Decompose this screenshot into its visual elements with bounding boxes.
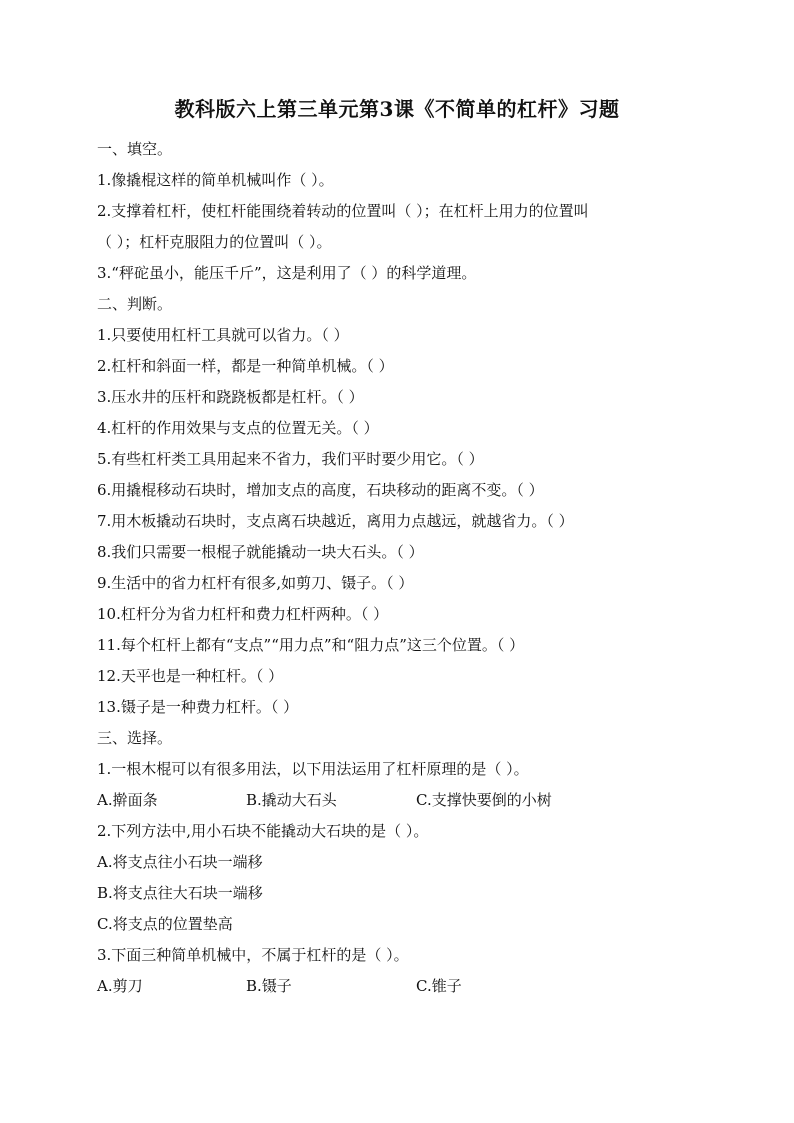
judge-item-4: 4.杠杆的作用效果与支点的位置无关。（ ） <box>97 419 379 437</box>
choice-q3-option-a: A.剪刀 <box>97 977 143 995</box>
judge-item-2: 2.杠杆和斜面一样，都是一种简单机械。（ ） <box>97 357 394 375</box>
judge-item-1: 1.只要使用杠杆工具就可以省力。（ ） <box>97 326 349 344</box>
judge-item-11: 11.每个杠杆上都有“支点”“用力点”和“阻力点”这三个位置。（ ） <box>97 636 525 654</box>
choice-q1-option-b: B.撬动大石头 <box>246 791 337 809</box>
choice-q2-option-c: C.将支点的位置垫高 <box>97 915 233 933</box>
section-heading-judge: 二、判断。 <box>97 295 173 313</box>
section-heading-choice: 三、选择。 <box>97 729 173 747</box>
choice-q2-option-a: A.将支点往小石块一端移 <box>97 853 263 871</box>
fill-question-2-line-1: 2.支撑着杠杆，使杠杆能围绕着转动的位置叫（ ）；在杠杆上用力的位置叫 <box>97 202 589 220</box>
choice-q1-option-c: C.支撑快要倒的小树 <box>416 791 552 809</box>
judge-item-10: 10.杠杆分为省力杠杆和费力杠杆两种。（ ） <box>97 605 389 623</box>
judge-item-9: 9.生活中的省力杠杆有很多,如剪刀、镊子。（ ） <box>97 574 414 592</box>
fill-question-3: 3.“秤砣虽小，能压千斤”，这是利用了（ ）的科学道理。 <box>97 264 477 282</box>
choice-q2-option-b: B.将支点往大石块一端移 <box>97 884 263 902</box>
judge-item-6: 6.用撬棍移动石块时，增加支点的高度，石块移动的距离不变。（ ） <box>97 481 544 499</box>
choice-q3-option-b: B.镊子 <box>246 977 292 995</box>
section-heading-fill: 一、填空。 <box>97 140 173 158</box>
choice-q1-option-a: A.擀面条 <box>97 791 158 809</box>
page-title: 教科版六上第三单元第3课《不简单的杠杆》习题 <box>174 97 620 121</box>
choice-question-1: 1.一根木棍可以有很多用法，以下用法运用了杠杆原理的是（ ）。 <box>97 760 529 778</box>
fill-question-2-line-2: （ ）；杠杆克服阻力的位置叫（ ）。 <box>97 233 332 251</box>
judge-item-12: 12.天平也是一种杠杆。（ ） <box>97 667 284 685</box>
judge-item-3: 3.压水井的压杆和跷跷板都是杠杆。（ ） <box>97 388 364 406</box>
choice-q3-option-c: C.锥子 <box>416 977 462 995</box>
judge-item-8: 8.我们只需要一根棍子就能撬动一块大石头。（ ） <box>97 543 424 561</box>
fill-question-1: 1.像撬棍这样的简单机械叫作（ ）。 <box>97 171 334 189</box>
judge-item-5: 5.有些杠杆类工具用起来不省力，我们平时要少用它。（ ） <box>97 450 484 468</box>
choice-question-2: 2.下列方法中,用小石块不能撬动大石块的是（ ）。 <box>97 822 429 840</box>
choice-question-3: 3.下面三种简单机械中，不属于杠杆的是（ ）。 <box>97 946 409 964</box>
judge-item-7: 7.用木板撬动石块时，支点离石块越近，离用力点越远，就越省力。（ ） <box>97 512 574 530</box>
judge-item-13: 13.镊子是一种费力杠杆。（ ） <box>97 698 299 716</box>
